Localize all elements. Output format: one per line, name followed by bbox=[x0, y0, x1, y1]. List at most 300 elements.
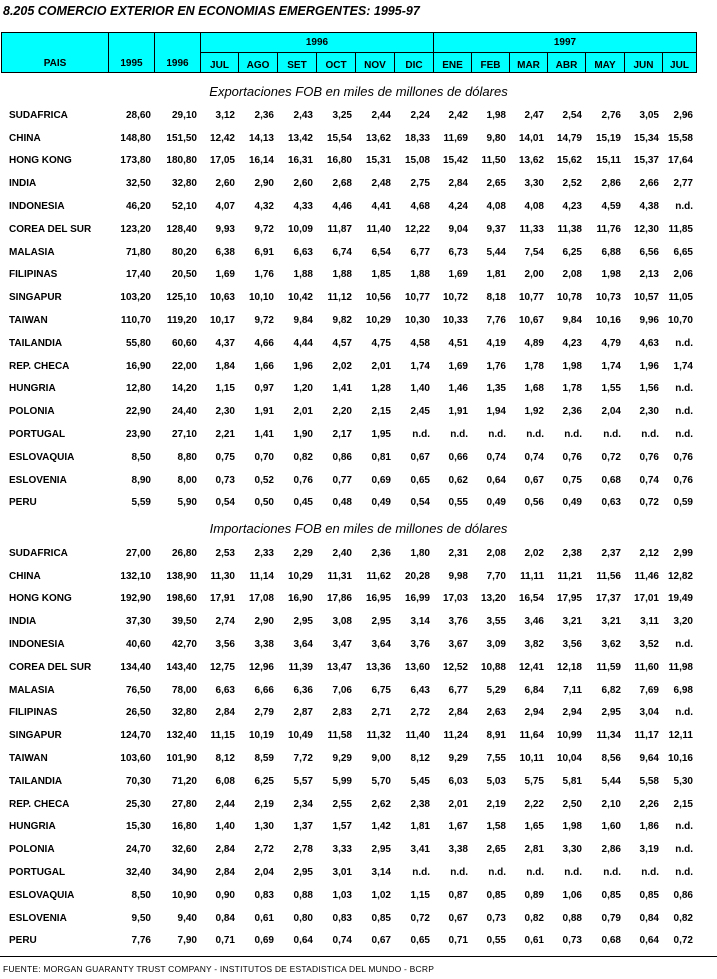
table-row bbox=[1, 884, 696, 907]
value-cell: 11,15 bbox=[210, 730, 235, 742]
value-cell: 14,20 bbox=[171, 383, 197, 395]
imports-table bbox=[1, 542, 696, 952]
value-cell: 1,58 bbox=[486, 821, 506, 833]
value-cell: 0,74 bbox=[524, 451, 544, 463]
value-cell: 27,10 bbox=[171, 429, 197, 441]
value-cell: 8,91 bbox=[486, 730, 506, 742]
value-cell: 10,09 bbox=[287, 223, 313, 235]
country-name: HONG KONG bbox=[9, 593, 72, 605]
value-cell: 0,49 bbox=[486, 497, 506, 509]
value-cell: 9,04 bbox=[448, 223, 468, 235]
value-cell: 1,88 bbox=[332, 269, 352, 281]
value-cell: 0,82 bbox=[673, 912, 693, 924]
country-name: INDIA bbox=[9, 616, 37, 628]
value-cell: 0,67 bbox=[371, 935, 391, 947]
value-cell: 6,75 bbox=[371, 684, 391, 696]
value-cell: 1,35 bbox=[486, 383, 506, 395]
value-cell: 180,80 bbox=[166, 155, 197, 167]
value-cell: 10,77 bbox=[518, 292, 544, 304]
value-cell: 4,37 bbox=[215, 337, 235, 349]
value-cell: 17,05 bbox=[209, 155, 235, 167]
value-cell: 5,03 bbox=[486, 775, 506, 787]
value-cell: n.d. bbox=[675, 867, 693, 879]
value-cell: 2,45 bbox=[410, 406, 430, 418]
value-cell: 3,56 bbox=[215, 639, 235, 651]
value-cell: 2,65 bbox=[486, 178, 506, 190]
value-cell: 22,00 bbox=[171, 360, 197, 372]
value-cell: 0,76 bbox=[293, 474, 313, 486]
value-cell: 2,08 bbox=[562, 269, 582, 281]
value-cell: 0,71 bbox=[448, 935, 468, 947]
value-cell: 8,12 bbox=[410, 753, 430, 765]
value-cell: 0,86 bbox=[332, 451, 352, 463]
header-month: ENE bbox=[434, 53, 472, 73]
value-cell: 2,86 bbox=[601, 178, 621, 190]
value-cell: 3,11 bbox=[640, 616, 659, 628]
value-cell: n.d. bbox=[488, 867, 506, 879]
value-cell: 0,72 bbox=[639, 497, 659, 509]
value-cell: 9,29 bbox=[448, 753, 468, 765]
table-row bbox=[1, 423, 696, 446]
value-cell: 119,20 bbox=[166, 315, 197, 327]
value-cell: 0,82 bbox=[524, 912, 544, 924]
value-cell: 17,08 bbox=[248, 593, 274, 605]
value-cell: 32,80 bbox=[171, 178, 197, 190]
value-cell: 12,11 bbox=[668, 730, 693, 742]
value-cell: 0,63 bbox=[601, 497, 621, 509]
value-cell: 12,30 bbox=[633, 223, 659, 235]
value-cell: 1,98 bbox=[601, 269, 621, 281]
value-cell: 1,84 bbox=[215, 360, 235, 372]
country-name: ESLOVENIA bbox=[9, 474, 67, 486]
value-cell: 2,84 bbox=[448, 707, 468, 719]
country-name: HUNGRIA bbox=[9, 383, 56, 395]
table-row bbox=[1, 309, 696, 332]
value-cell: n.d. bbox=[412, 429, 430, 441]
value-cell: 7,76 bbox=[131, 935, 151, 947]
value-cell: 32,80 bbox=[171, 707, 197, 719]
value-cell: 2,86 bbox=[601, 844, 621, 856]
value-cell: 125,10 bbox=[166, 292, 197, 304]
value-cell: 1,88 bbox=[293, 269, 313, 281]
value-cell: 3,19 bbox=[639, 844, 659, 856]
value-cell: 0,75 bbox=[215, 451, 235, 463]
value-cell: 11,33 bbox=[519, 223, 544, 235]
value-cell: 2,26 bbox=[639, 798, 659, 810]
value-cell: 1,69 bbox=[448, 360, 468, 372]
value-cell: 9,37 bbox=[486, 223, 506, 235]
value-cell: 0,82 bbox=[293, 451, 313, 463]
value-cell: 1,76 bbox=[486, 360, 506, 372]
value-cell: 6,88 bbox=[601, 246, 621, 258]
value-cell: 5,70 bbox=[371, 775, 391, 787]
value-cell: 1,94 bbox=[486, 406, 506, 418]
value-cell: 1,74 bbox=[601, 360, 621, 372]
value-cell: 4,41 bbox=[371, 201, 391, 213]
value-cell: 9,40 bbox=[177, 912, 197, 924]
value-cell: 0,79 bbox=[601, 912, 621, 924]
value-cell: 5,75 bbox=[524, 775, 544, 787]
value-cell: 10,78 bbox=[556, 292, 582, 304]
value-cell: 11,64 bbox=[519, 730, 544, 742]
value-cell: 2,52 bbox=[562, 178, 582, 190]
value-cell: 24,70 bbox=[125, 844, 151, 856]
value-cell: 4,23 bbox=[562, 337, 582, 349]
value-cell: 20,50 bbox=[171, 269, 197, 281]
header-month: NOV bbox=[356, 53, 395, 73]
value-cell: 40,60 bbox=[125, 639, 151, 651]
value-cell: 1,46 bbox=[448, 383, 468, 395]
value-cell: 123,20 bbox=[120, 223, 151, 235]
value-cell: 2,00 bbox=[524, 269, 544, 281]
value-cell: 2,94 bbox=[524, 707, 544, 719]
value-cell: 13,62 bbox=[365, 132, 391, 144]
value-cell: 3,21 bbox=[601, 616, 621, 628]
country-name: SINGAPUR bbox=[9, 730, 62, 742]
value-cell: 1,76 bbox=[254, 269, 274, 281]
country-name: INDIA bbox=[9, 178, 37, 190]
value-cell: 2,48 bbox=[371, 178, 391, 190]
value-cell: 11,46 bbox=[634, 570, 659, 582]
value-cell: 10,17 bbox=[209, 315, 235, 327]
page-title: 8.205 COMERCIO EXTERIOR EN ECONOMIAS EMERGENTES: 1995-97 bbox=[3, 4, 420, 18]
value-cell: 0,88 bbox=[562, 912, 582, 924]
country-name: TAIWAN bbox=[9, 753, 48, 765]
value-cell: 34,90 bbox=[171, 867, 197, 879]
value-cell: 7,11 bbox=[563, 684, 582, 696]
value-cell: 22,90 bbox=[125, 406, 151, 418]
table-row bbox=[1, 378, 696, 401]
value-cell: n.d. bbox=[675, 383, 693, 395]
value-cell: 11,62 bbox=[366, 570, 391, 582]
value-cell: 8,59 bbox=[254, 753, 274, 765]
country-name: MALASIA bbox=[9, 684, 55, 696]
header-month: SET bbox=[278, 53, 317, 73]
value-cell: 39,50 bbox=[171, 616, 197, 628]
value-cell: 4,68 bbox=[410, 201, 430, 213]
value-cell: 2,19 bbox=[254, 798, 274, 810]
value-cell: 10,67 bbox=[518, 315, 544, 327]
country-name: ESLOVENIA bbox=[9, 912, 67, 924]
value-cell: 0,49 bbox=[562, 497, 582, 509]
value-cell: 0,74 bbox=[332, 935, 352, 947]
value-cell: 2,50 bbox=[562, 798, 582, 810]
value-cell: 2,72 bbox=[254, 844, 274, 856]
value-cell: 3,76 bbox=[410, 639, 430, 651]
value-cell: 2,04 bbox=[254, 867, 274, 879]
value-cell: 0,83 bbox=[254, 889, 274, 901]
value-cell: 3,56 bbox=[562, 639, 582, 651]
value-cell: 2,36 bbox=[254, 109, 274, 121]
value-cell: 15,31 bbox=[365, 155, 391, 167]
value-cell: 3,05 bbox=[639, 109, 659, 121]
value-cell: 1,78 bbox=[562, 383, 582, 395]
value-cell: 10,33 bbox=[442, 315, 468, 327]
value-cell: 16,90 bbox=[125, 360, 151, 372]
value-cell: 11,60 bbox=[634, 661, 659, 673]
value-cell: 16,31 bbox=[287, 155, 313, 167]
value-cell: 8,56 bbox=[601, 753, 621, 765]
value-cell: 2,17 bbox=[332, 429, 352, 441]
country-name: FILIPINAS bbox=[9, 269, 58, 281]
country-name: TAILANDIA bbox=[9, 775, 63, 787]
value-cell: 2,94 bbox=[562, 707, 582, 719]
value-cell: 11,24 bbox=[443, 730, 468, 742]
value-cell: 11,40 bbox=[405, 730, 430, 742]
value-cell: 6,36 bbox=[293, 684, 313, 696]
header-month: ABR bbox=[548, 53, 586, 73]
header-month: OCT bbox=[317, 53, 356, 73]
value-cell: 0,71 bbox=[215, 935, 235, 947]
value-cell: 2,54 bbox=[562, 109, 582, 121]
value-cell: 25,30 bbox=[125, 798, 151, 810]
value-cell: 3,30 bbox=[524, 178, 544, 190]
value-cell: 3,08 bbox=[332, 616, 352, 628]
value-cell: 2,55 bbox=[332, 798, 352, 810]
value-cell: n.d. bbox=[603, 867, 621, 879]
value-cell: 1,67 bbox=[448, 821, 468, 833]
value-cell: 11,38 bbox=[557, 223, 582, 235]
value-cell: 13,62 bbox=[518, 155, 544, 167]
value-cell: 2,47 bbox=[524, 109, 544, 121]
table-row bbox=[1, 241, 696, 264]
value-cell: 2,81 bbox=[524, 844, 544, 856]
value-cell: 2,10 bbox=[601, 798, 621, 810]
value-cell: 10,70 bbox=[667, 315, 693, 327]
value-cell: 6,56 bbox=[639, 246, 659, 258]
value-cell: 9,96 bbox=[639, 315, 659, 327]
value-cell: 2,72 bbox=[410, 707, 430, 719]
value-cell: 71,20 bbox=[171, 775, 197, 787]
value-cell: 2,34 bbox=[293, 798, 313, 810]
value-cell: 12,18 bbox=[556, 661, 582, 673]
value-cell: 0,80 bbox=[293, 912, 313, 924]
country-name: HONG KONG bbox=[9, 155, 72, 167]
value-cell: 2,01 bbox=[371, 360, 391, 372]
value-cell: 10,10 bbox=[248, 292, 274, 304]
value-cell: 12,41 bbox=[518, 661, 544, 673]
value-cell: 151,50 bbox=[166, 132, 197, 144]
value-cell: 0,61 bbox=[254, 912, 274, 924]
value-cell: 2,75 bbox=[410, 178, 430, 190]
value-cell: 132,10 bbox=[120, 570, 151, 582]
value-cell: 0,81 bbox=[371, 451, 391, 463]
value-cell: 192,90 bbox=[120, 593, 151, 605]
value-cell: 2,60 bbox=[293, 178, 313, 190]
value-cell: n.d. bbox=[450, 429, 468, 441]
value-cell: 1,92 bbox=[524, 406, 544, 418]
value-cell: 4,51 bbox=[448, 337, 468, 349]
value-cell: 9,29 bbox=[332, 753, 352, 765]
country-name: TAIWAN bbox=[9, 315, 48, 327]
value-cell: 10,56 bbox=[365, 292, 391, 304]
table-row bbox=[1, 861, 696, 884]
value-cell: n.d. bbox=[675, 844, 693, 856]
value-cell: 143,40 bbox=[166, 661, 197, 673]
value-cell: n.d. bbox=[641, 429, 659, 441]
table-row bbox=[1, 469, 696, 492]
value-cell: 0,90 bbox=[215, 889, 235, 901]
header-1996: 1996 bbox=[155, 33, 201, 73]
value-cell: 11,56 bbox=[596, 570, 621, 582]
value-cell: 2,79 bbox=[254, 707, 274, 719]
value-cell: 0,72 bbox=[601, 451, 621, 463]
value-cell: 0,66 bbox=[448, 451, 468, 463]
value-cell: 11,40 bbox=[366, 223, 391, 235]
value-cell: 70,30 bbox=[125, 775, 151, 787]
value-cell: 2,36 bbox=[562, 406, 582, 418]
value-cell: 2,84 bbox=[215, 707, 235, 719]
value-cell: 12,52 bbox=[442, 661, 468, 673]
value-cell: 0,62 bbox=[448, 474, 468, 486]
table-row bbox=[1, 702, 696, 725]
value-cell: 9,84 bbox=[562, 315, 582, 327]
value-cell: 11,11 bbox=[520, 570, 544, 582]
value-cell: 4,59 bbox=[601, 201, 621, 213]
value-cell: 11,76 bbox=[596, 223, 621, 235]
value-cell: 16,14 bbox=[248, 155, 274, 167]
value-cell: 4,79 bbox=[601, 337, 621, 349]
value-cell: 10,49 bbox=[287, 730, 313, 742]
value-cell: 1,41 bbox=[254, 429, 274, 441]
value-cell: 0,50 bbox=[254, 497, 274, 509]
country-name: PERU bbox=[9, 497, 37, 509]
value-cell: 0,64 bbox=[639, 935, 659, 947]
value-cell: 3,47 bbox=[332, 639, 352, 651]
value-cell: 0,83 bbox=[332, 912, 352, 924]
value-cell: 5,44 bbox=[486, 246, 506, 258]
value-cell: 8,12 bbox=[215, 753, 235, 765]
value-cell: 13,36 bbox=[365, 661, 391, 673]
value-cell: 2,95 bbox=[293, 616, 313, 628]
value-cell: 0,76 bbox=[673, 451, 693, 463]
value-cell: 2,84 bbox=[448, 178, 468, 190]
value-cell: 2,15 bbox=[371, 406, 391, 418]
value-cell: 1,40 bbox=[410, 383, 430, 395]
value-cell: 6,54 bbox=[371, 246, 391, 258]
value-cell: 0,68 bbox=[601, 935, 621, 947]
value-cell: 15,08 bbox=[404, 155, 430, 167]
value-cell: 8,80 bbox=[177, 451, 197, 463]
value-cell: 5,81 bbox=[562, 775, 582, 787]
value-cell: 7,90 bbox=[177, 935, 197, 947]
value-cell: 5,30 bbox=[673, 775, 693, 787]
value-cell: 2,44 bbox=[215, 798, 235, 810]
value-cell: 6,25 bbox=[562, 246, 582, 258]
value-cell: 2,74 bbox=[215, 616, 235, 628]
value-cell: 0,73 bbox=[486, 912, 506, 924]
value-cell: 55,80 bbox=[125, 337, 151, 349]
value-cell: 11,30 bbox=[210, 570, 235, 582]
value-cell: 110,70 bbox=[120, 315, 151, 327]
value-cell: 6,08 bbox=[215, 775, 235, 787]
value-cell: 2,02 bbox=[524, 547, 544, 559]
value-cell: 10,04 bbox=[556, 753, 582, 765]
value-cell: 2,78 bbox=[293, 844, 313, 856]
value-cell: n.d. bbox=[450, 867, 468, 879]
value-cell: 28,60 bbox=[125, 109, 151, 121]
value-cell: 1,55 bbox=[601, 383, 621, 395]
table-row bbox=[1, 610, 696, 633]
value-cell: 3,21 bbox=[562, 616, 582, 628]
source-note: FUENTE: MORGAN GUARANTY TRUST COMPANY - INSTITUTOS DE ESTADISTICA DEL MUNDO - BCRP bbox=[3, 964, 435, 974]
value-cell: 6,74 bbox=[332, 246, 352, 258]
value-cell: 2,87 bbox=[293, 707, 313, 719]
value-cell: 1,57 bbox=[332, 821, 352, 833]
value-cell: 0,65 bbox=[410, 935, 430, 947]
value-cell: n.d. bbox=[675, 821, 693, 833]
value-cell: 5,99 bbox=[332, 775, 352, 787]
value-cell: 0,89 bbox=[524, 889, 544, 901]
value-cell: 1,90 bbox=[293, 429, 313, 441]
value-cell: 71,80 bbox=[125, 246, 151, 258]
value-cell: 9,72 bbox=[254, 223, 274, 235]
value-cell: 2,30 bbox=[639, 406, 659, 418]
value-cell: 0,74 bbox=[639, 474, 659, 486]
value-cell: 5,45 bbox=[410, 775, 430, 787]
value-cell: 2,44 bbox=[371, 109, 391, 121]
table-row bbox=[1, 446, 696, 469]
value-cell: 1,15 bbox=[410, 889, 430, 901]
value-cell: 2,42 bbox=[448, 109, 468, 121]
value-cell: n.d. bbox=[526, 429, 544, 441]
country-name: CHINA bbox=[9, 570, 41, 582]
value-cell: 2,21 bbox=[215, 429, 235, 441]
value-cell: 128,40 bbox=[166, 223, 197, 235]
value-cell: 13,60 bbox=[404, 661, 430, 673]
value-cell: n.d. bbox=[675, 406, 693, 418]
value-cell: n.d. bbox=[675, 707, 693, 719]
value-cell: 13,20 bbox=[480, 593, 506, 605]
value-cell: 6,43 bbox=[410, 684, 430, 696]
value-cell: 3,14 bbox=[410, 616, 430, 628]
value-cell: 10,11 bbox=[519, 753, 544, 765]
value-cell: 2,96 bbox=[673, 109, 693, 121]
value-cell: 0,52 bbox=[254, 474, 274, 486]
value-cell: 4,57 bbox=[332, 337, 352, 349]
value-cell: 0,70 bbox=[254, 451, 274, 463]
header-group-1996: 1996 bbox=[201, 33, 434, 53]
value-cell: 3,67 bbox=[448, 639, 468, 651]
value-cell: 2,38 bbox=[562, 547, 582, 559]
header-month: JUL bbox=[201, 53, 239, 73]
value-cell: 10,99 bbox=[556, 730, 582, 742]
value-cell: 78,00 bbox=[171, 684, 197, 696]
value-cell: 2,77 bbox=[673, 178, 693, 190]
value-cell: 9,50 bbox=[131, 912, 151, 924]
value-cell: 2,90 bbox=[254, 178, 274, 190]
table-row bbox=[1, 400, 696, 423]
country-name: PERU bbox=[9, 935, 37, 947]
value-cell: 3,33 bbox=[332, 844, 352, 856]
table-row bbox=[1, 565, 696, 588]
value-cell: 52,10 bbox=[171, 201, 197, 213]
value-cell: 9,80 bbox=[486, 132, 506, 144]
value-cell: 1,69 bbox=[448, 269, 468, 281]
value-cell: 14,13 bbox=[248, 132, 274, 144]
value-cell: 132,40 bbox=[166, 730, 197, 742]
value-cell: 5,90 bbox=[177, 497, 197, 509]
value-cell: 6,82 bbox=[601, 684, 621, 696]
value-cell: 2,38 bbox=[410, 798, 430, 810]
table-row bbox=[1, 793, 696, 816]
value-cell: 2,13 bbox=[639, 269, 659, 281]
value-cell: 11,32 bbox=[366, 730, 391, 742]
table-row bbox=[1, 930, 696, 953]
country-name: CHINA bbox=[9, 132, 41, 144]
value-cell: 10,16 bbox=[667, 753, 693, 765]
value-cell: 12,42 bbox=[209, 132, 235, 144]
